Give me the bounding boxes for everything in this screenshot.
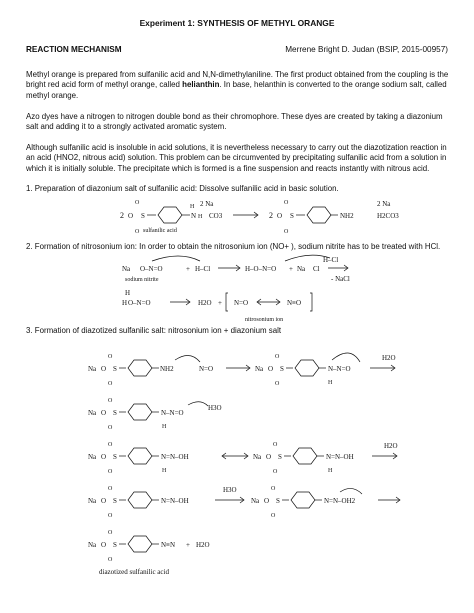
sodium-ion: Na	[255, 365, 264, 373]
atom-label: O	[284, 229, 289, 235]
benzene-ring	[128, 404, 152, 420]
section-heading: REACTION MECHANISM	[26, 45, 122, 54]
atom-label: O	[108, 381, 113, 387]
sodium-ion: Na	[88, 541, 97, 549]
atom-label: O	[108, 398, 113, 404]
atom-label: O	[108, 557, 113, 563]
diazohydroxide: N=N–OH	[161, 497, 189, 505]
atom-label: S	[113, 409, 117, 417]
nitrite-ion: O–N=O	[140, 265, 163, 273]
diazohydroxide: N=N–OH	[161, 453, 189, 461]
atom-label: O	[273, 469, 278, 475]
benzene-ring	[295, 360, 319, 376]
atom-label: O	[108, 530, 113, 536]
atom-label: N	[191, 212, 197, 220]
atom-label: O	[271, 513, 276, 519]
atom-label: O	[135, 229, 140, 235]
electron-arrow	[152, 256, 200, 261]
water: H2O	[198, 299, 212, 307]
benzene-ring	[128, 492, 152, 508]
hydrogen-chloride: H–Cl	[323, 256, 339, 264]
step-3-heading: 3. Formation of diazotized sulfanilic salt: nitrosonium ion + diazonium salt	[26, 326, 282, 335]
atom-label: O	[135, 200, 140, 206]
plus-sign: +	[289, 265, 293, 273]
atom-label: O	[101, 497, 107, 505]
atom-label: H	[162, 468, 167, 474]
n-nitrosamine: N–N=O	[161, 409, 184, 417]
protonated-diazohydroxide: N=N–OH2	[324, 497, 356, 505]
byproduct-label: - NaCl	[331, 275, 350, 283]
water: H2O	[196, 541, 210, 549]
bracket-left	[226, 293, 228, 311]
benzene-ring	[291, 492, 315, 508]
benzene-ring	[128, 360, 152, 376]
atom-label: O	[101, 541, 107, 549]
benzene-ring	[158, 207, 182, 223]
benzene-ring	[307, 207, 331, 223]
nitrosonium-ion: N=O	[199, 365, 214, 373]
atom-label: O	[128, 212, 134, 220]
row-5	[88, 530, 210, 576]
coefficient: 2	[269, 211, 273, 220]
atom-label: S	[113, 453, 117, 461]
water: H2O	[384, 442, 398, 450]
atom-label: O	[108, 486, 113, 492]
atom-label: O	[108, 513, 113, 519]
atom-label: S	[141, 212, 145, 220]
diazohydroxide: N=N–OH	[326, 453, 354, 461]
compound-label: sulfanilic acid	[143, 228, 177, 234]
hydrogen-chloride: H–Cl	[195, 265, 211, 273]
paragraph-text: . In base, helanthin is converted to the orange sodium salt, called methyl orange.	[26, 80, 447, 100]
compound-label: nitrosonium ion	[245, 317, 284, 323]
chloride-ion: Cl	[313, 265, 320, 273]
atom-label: H	[122, 299, 128, 307]
author-line: Merrene Bright D. Judan (BSIP, 2015-00957)	[285, 45, 448, 54]
plus-sign: +	[186, 265, 190, 273]
counter-ion: 2 Na	[377, 200, 391, 208]
nitrous-acid: H–O–N=O	[245, 265, 277, 273]
paragraph-sulfanilic: Although sulfanilic acid is insoluble in acid solutions, it is nevertheless necessary to carry out the diazotization reaction in an acid (HNO2, nitrous acid) solution. This problem can be circumvented by precipitating sulfanilic acid from a solution in which it is initially soluble. The precipitate which is formed is a fine suspension and reacts instantly with nitrous acid.	[26, 143, 447, 173]
paragraph-text: Methyl orange is prepared from sulfanilic acid and N,N-dimethylaniline. The first product obtained from the coupling is the bright red acid form of methyl orange, called	[26, 70, 449, 90]
benzene-ring	[128, 448, 152, 464]
sodium-ion: Na	[88, 453, 97, 461]
atom-label: O	[108, 442, 113, 448]
atom-label: S	[113, 497, 117, 505]
atom-label: O	[108, 354, 113, 360]
nitrosonium-form-2: N≡O	[287, 299, 302, 307]
document-title: Experiment 1: SYNTHESIS OF METHYL ORANGE	[139, 18, 335, 28]
row-1	[88, 353, 396, 387]
hydronium: H3O	[208, 404, 222, 412]
sodium-ion: Na	[253, 453, 262, 461]
atom-label: H	[190, 204, 195, 210]
nitrosonium-form-1: N=O	[234, 299, 249, 307]
atom-label: O	[273, 442, 278, 448]
atom-label: O	[101, 409, 107, 417]
sodium-ion: Na	[88, 497, 97, 505]
atom-label: O	[108, 425, 113, 431]
atom-label: O	[271, 486, 276, 492]
hydronium: H3O	[223, 486, 237, 494]
paragraph-intro	[26, 70, 450, 101]
amine-group: NH2	[340, 212, 354, 220]
atom-label: O	[101, 453, 107, 461]
sodium-ion: Na	[251, 497, 260, 505]
electron-arrow	[175, 355, 200, 362]
coefficient: 2	[120, 211, 124, 220]
plus-sign: +	[218, 299, 222, 307]
atom-label: H	[125, 289, 131, 297]
atom-label: O	[266, 453, 272, 461]
atom-label: H	[328, 380, 333, 386]
n-nitrosamine: N–N=O	[328, 365, 351, 373]
atom-label: H	[328, 468, 333, 474]
atom-label: S	[113, 365, 117, 373]
water: H2O	[382, 354, 396, 362]
electron-arrow	[188, 402, 208, 406]
atom-label: O	[268, 365, 274, 373]
atom-label: O	[108, 469, 113, 475]
counter-ion: 2 Na	[200, 200, 214, 208]
product-label: diazotized sulfanilic acid	[99, 568, 169, 576]
atom-label: O	[275, 381, 280, 387]
reaction-scheme-3	[0, 340, 474, 610]
compound-label: sodium nitrite	[125, 277, 159, 283]
sodium-ion: Na	[297, 265, 306, 273]
amine-group: NH2	[160, 365, 174, 373]
atom-label: O	[101, 365, 107, 373]
benzene-ring	[128, 536, 152, 552]
diazonium-group: N≡N	[161, 541, 176, 549]
plus-sign: +	[186, 541, 190, 549]
atom-label: S	[280, 365, 284, 373]
paragraph-azo: Azo dyes have a nitrogen to nitrogen double bond as their chromophore. These dyes are created by taking a diazonium salt and adding it to a strongly activated aromatic system.	[26, 112, 443, 132]
row-2	[88, 398, 222, 431]
row-4	[88, 486, 400, 519]
bold-term: helianthin	[182, 80, 220, 90]
electron-arrow	[332, 353, 360, 362]
sodium-ion: Na	[88, 365, 97, 373]
row-3	[88, 442, 398, 475]
step-2-heading: 2. Formation of nitrosonium ion: In order to obtain the nitrosonium ion (NO+ ), sodium nitrite has to be treated with HCl.	[26, 242, 441, 251]
atom-label: H	[162, 424, 167, 430]
electron-arrow	[340, 488, 362, 494]
atom-label: S	[276, 497, 280, 505]
carbonic-acid: H2CO3	[377, 212, 399, 220]
reaction-scheme-2	[0, 253, 474, 335]
benzene-ring	[293, 448, 317, 464]
protonated-nitrous-acid: O–N=O	[128, 299, 151, 307]
step-1-heading: 1. Preparation of diazonium salt of sulfanilic acid: Dissolve sulfanilic acid in basic solution.	[26, 184, 339, 193]
reaction-scheme-1	[0, 196, 474, 236]
bracket-right	[310, 293, 312, 311]
atom-label: O	[277, 212, 283, 220]
atom-label: O	[264, 497, 270, 505]
atom-label: H	[198, 214, 203, 220]
atom-label: S	[278, 453, 282, 461]
carbonate: CO3	[209, 212, 223, 220]
atom-label: O	[284, 200, 289, 206]
atom-label: O	[275, 354, 280, 360]
sodium-ion: Na	[88, 409, 97, 417]
sodium-ion: Na	[122, 265, 131, 273]
atom-label: S	[113, 541, 117, 549]
atom-label: S	[290, 212, 294, 220]
